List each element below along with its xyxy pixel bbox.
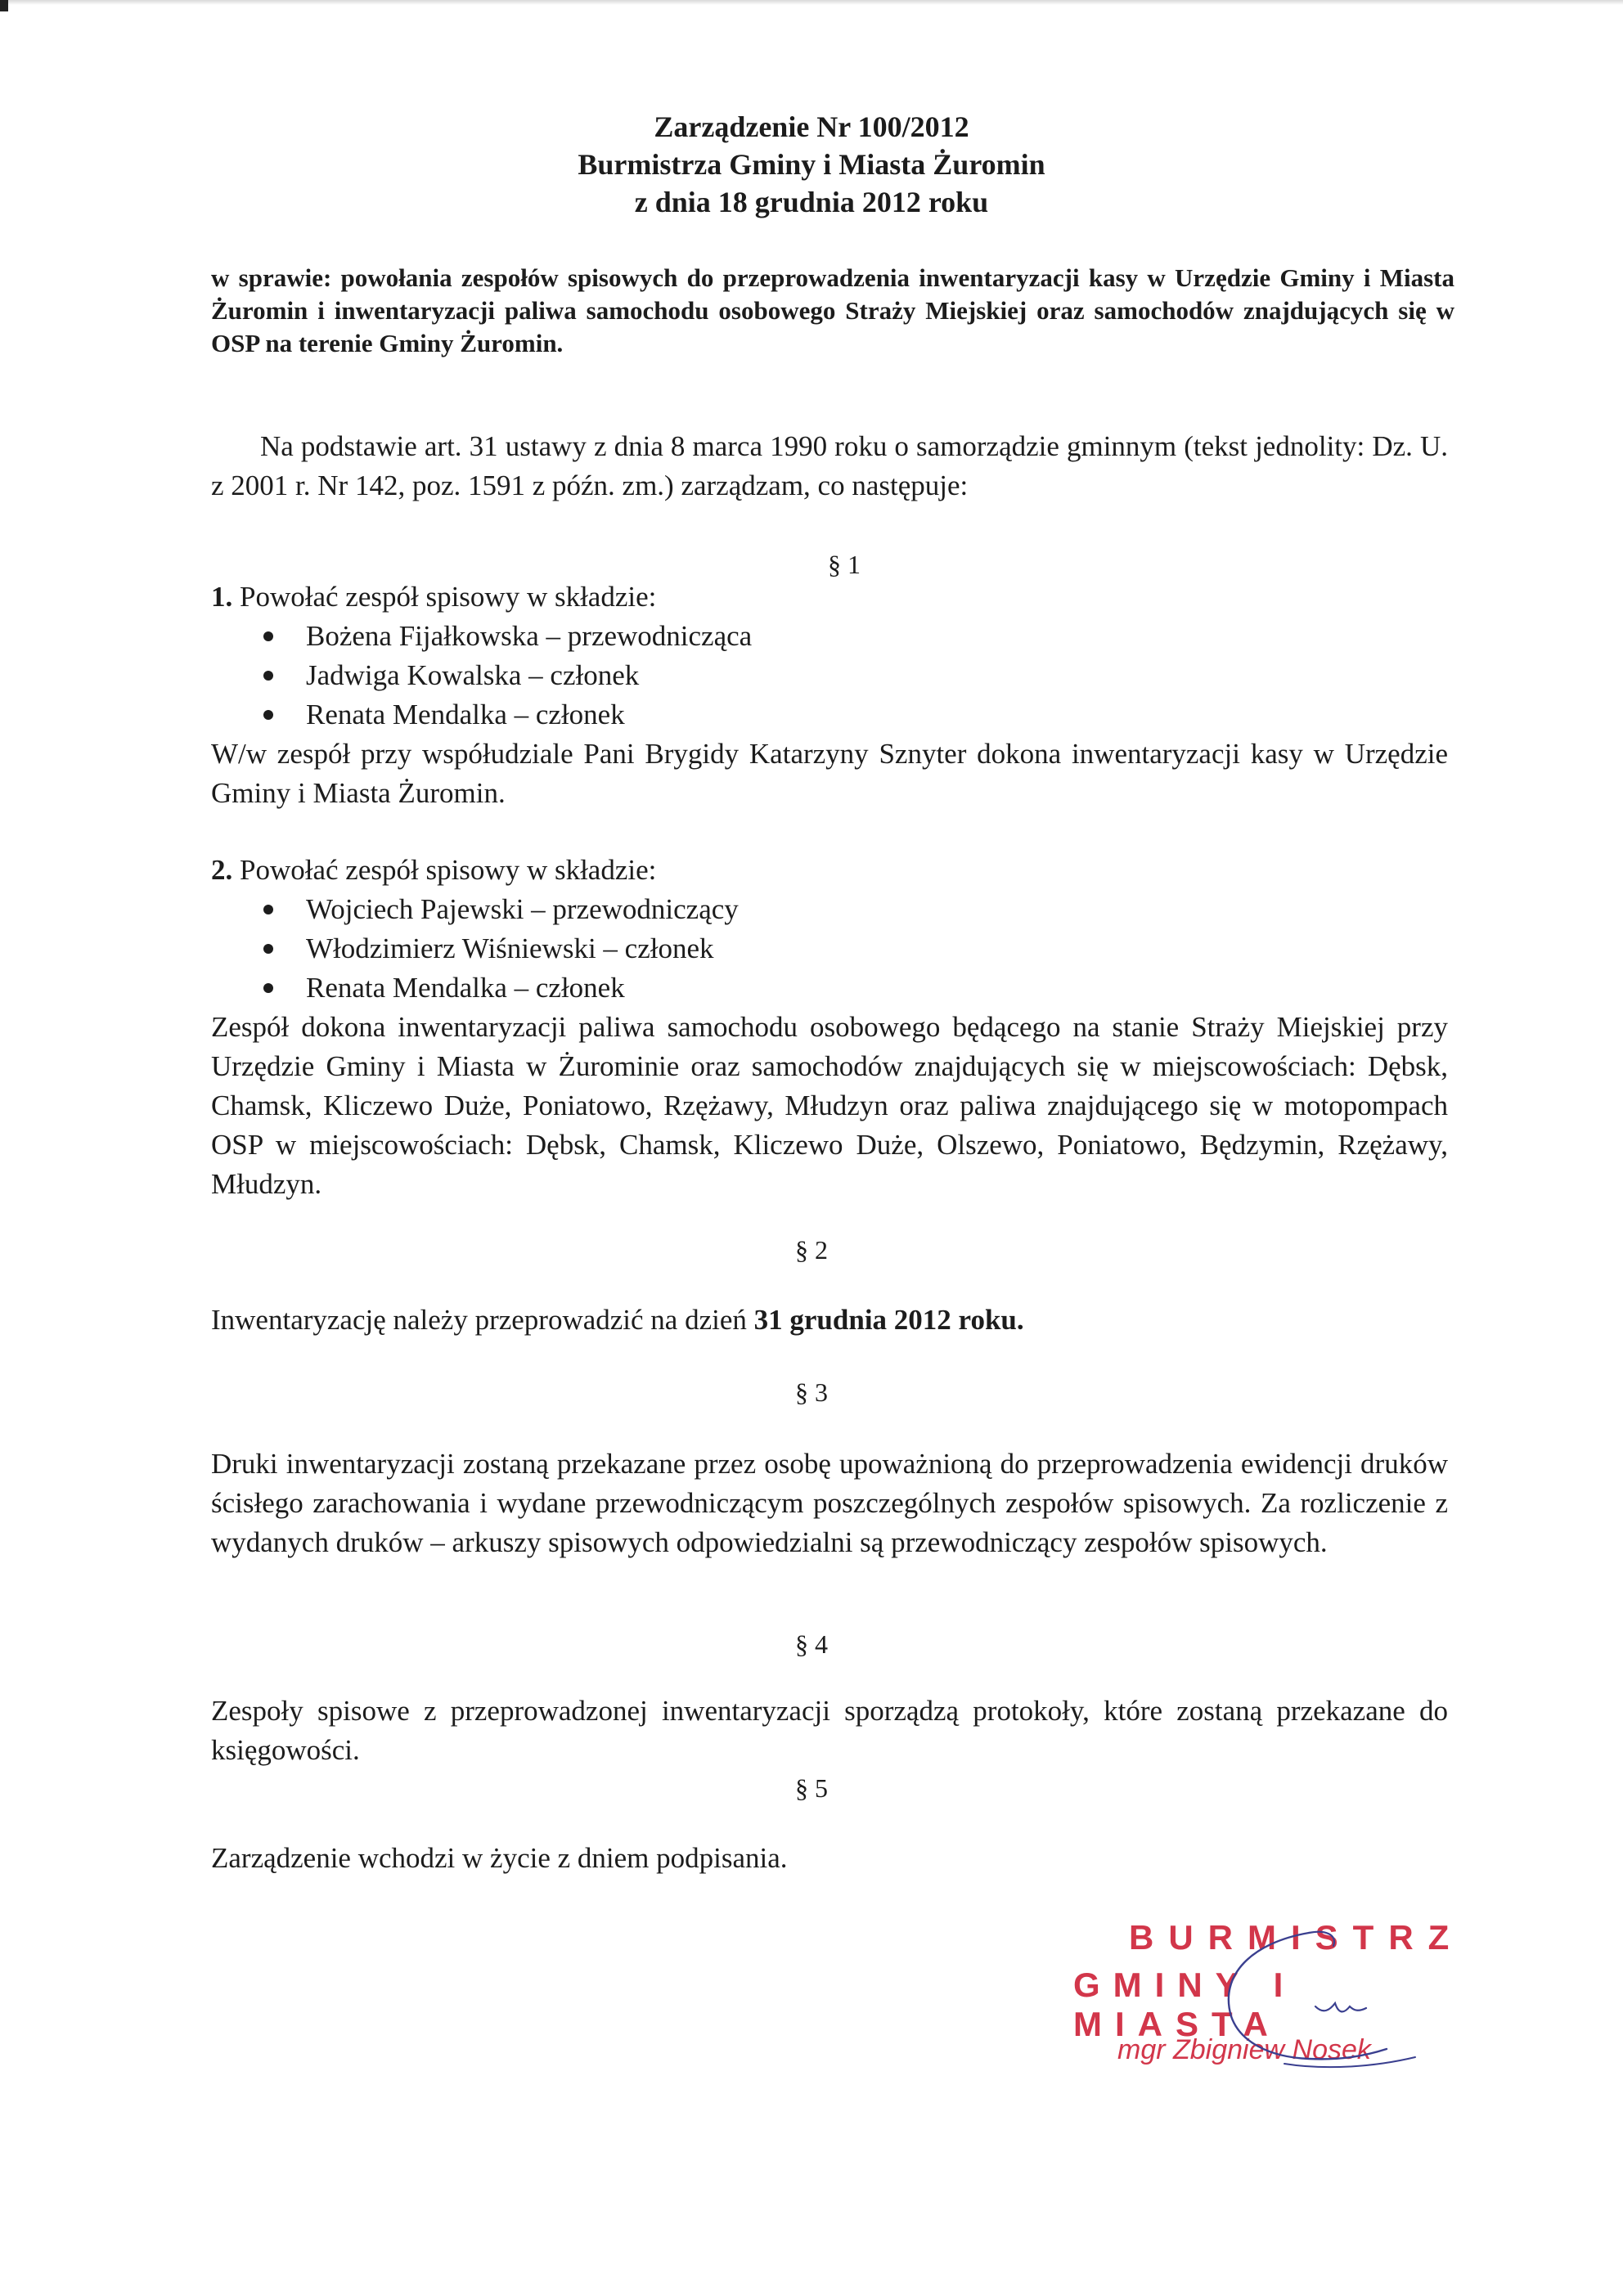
item-2-description: Zespół dokona inwentaryzacji paliwa samochodu osobowego będącego na stanie Straży Miejskiej przy Urzędzie Gminy i Miasta w Żurominie oraz samochodów znajdujących się w miejscowościach: Dębsk, Chamsk, Kliczewo Duże, Poniatowo, Rzężawy, Młudzyn oraz paliwa znajdującego się w motopompach OSP w miejscowościach: Dębsk, Chamsk, Kliczewo Duże, Olszewo, Poniatowo, Będzymin, Rzężawy, Młudzyn. [211,1011,1448,1200]
title-line-1: Zarządzenie Nr 100/2012 [654,110,969,143]
stamp-title: BURMISTRZ [1129,1918,1464,1957]
list-item [257,929,1448,968]
section-2-text: Inwentaryzację należy przeprowadzić na dzień [211,1304,754,1336]
list-item [257,890,1448,929]
legal-basis-paragraph: Na podstawie art. 31 ustawy z dnia 8 marca 1990 roku o samorządzie gminnym (tekst jednolity: Dz. U. z 2001 r. Nr 142, poz. 1591 z późn. zm.) zarządzam, co następuje: [211,430,1448,501]
signature-hook [1309,1932,1334,1946]
bullet-icon [263,710,273,720]
section-1-sign: § 1 [828,550,861,579]
document-title [0,108,1623,221]
item-1-description: W/w zespół przy współudziale Pani Brygidy Katarzyny Sznyter dokona inwentaryzacji kasy w Urzędzie Gminy i Miasta Żuromin. [211,738,1448,809]
item-2-heading [211,851,1448,890]
section-4-paragraph: Zespoły spisowe z przeprowadzonej inwentaryzacji sporządzą protokoły, które zostaną przekazane do księgowości. [211,1695,1448,1766]
section-4-sign: § 4 [795,1629,828,1659]
list-item [257,968,1448,1008]
stamp-subtitle: GMINY I MIASTA [1073,1966,1297,2043]
section-3-paragraph: Druki inwentaryzacji zostaną przekazane przez osobę upoważnioną do przeprowadzenia ewidencji druków ścisłego zarachowania i wydane przewodniczącym poszczególnych zespołów spisowych. Za rozliczenie z wydanych druków – arkuszy spisowych odpowiedzialni są przewodniczący zespołów spisowych. [211,1448,1448,1558]
item-2-members-list [211,890,1448,1008]
signature-scribble [1315,2003,1366,2011]
stamp-name: mgr Zbigniew Nosek [1117,2034,1371,2065]
item-2-number: 2. [211,854,233,886]
member-name: Jadwiga Kowalska – członek [306,659,640,691]
handwritten-signature [1063,1918,1489,2098]
list-item [257,656,1448,695]
member-name: Renata Mendalka – członek [306,699,625,730]
section-5-sign: § 5 [795,1773,828,1803]
title-line-2: Burmistrza Gminy i Miasta Żuromin [578,148,1045,181]
bullet-icon [263,905,273,914]
list-item [257,617,1448,656]
member-name: Wojciech Pajewski – przewodniczący [306,893,739,925]
signature-loop [1229,1933,1387,2059]
section-3-sign: § 3 [795,1377,828,1407]
member-name: Bożena Fijałkowska – przewodnicząca [306,620,753,652]
bullet-icon [263,983,273,993]
section-2-sign: § 2 [795,1235,828,1265]
title-line-3: z dnia 18 grudnia 2012 roku [634,186,989,218]
item-1-heading [211,577,1448,617]
bullet-icon [263,631,273,641]
section-1-item-2 [211,851,1448,1204]
section-1-item-1 [211,577,1448,813]
section-2-paragraph [211,1301,1448,1340]
item-2-heading-text: Powołać zespół spisowy w składzie: [240,854,657,886]
member-name: Renata Mendalka – członek [306,972,625,1004]
subject-paragraph: w sprawie: powołania zespołów spisowych do przeprowadzenia inwentaryzacji kasy w Urzędzie Gminy i Miasta Żuromin i inwentaryzacji paliwa samochodu osobowego Straży Miejskiej oraz samochodów znajdujących się w OSP na terenie Gminy Żuromin. [211,263,1454,357]
item-1-heading-text: Powołać zespół spisowy w składzie: [240,581,657,613]
item-1-number: 1. [211,581,233,613]
section-2-date: 31 grudnia 2012 roku. [753,1304,1024,1336]
item-1-members-list [211,617,1448,735]
list-item [257,695,1448,735]
section-5-paragraph: Zarządzenie wchodzi w życie z dniem podpisania. [211,1842,788,1874]
official-stamp [1063,1918,1489,2098]
member-name: Włodzimierz Wiśniewski – członek [306,932,714,964]
bullet-icon [263,671,273,681]
bullet-icon [263,944,273,954]
